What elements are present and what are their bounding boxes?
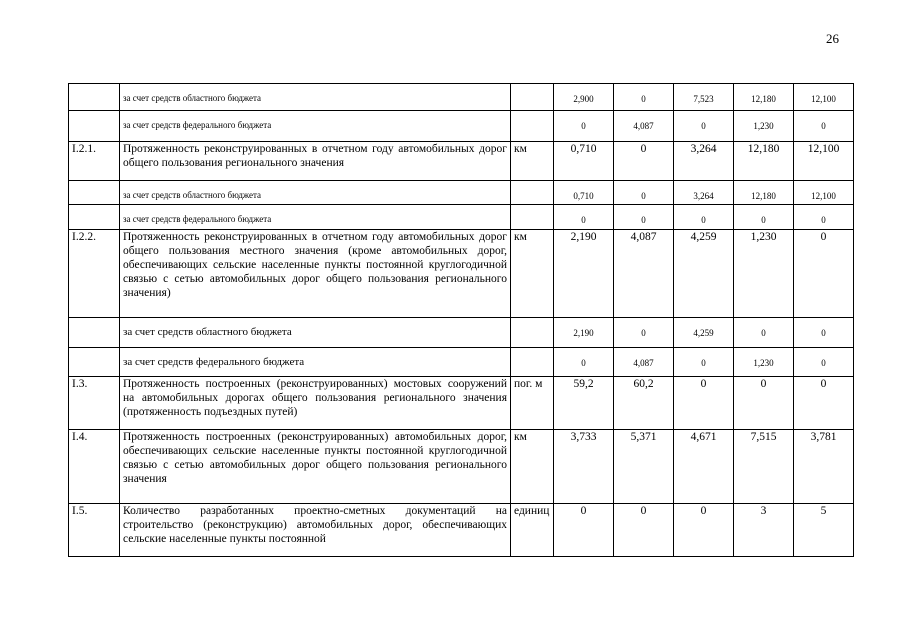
- row-name: за счет средств областного бюджета: [120, 84, 511, 111]
- row-value: 5,371: [614, 430, 674, 504]
- row-value: 0: [614, 205, 674, 230]
- row-value: 0: [674, 348, 734, 377]
- row-value: 4,671: [674, 430, 734, 504]
- row-value: 7,523: [674, 84, 734, 111]
- table-row: [69, 348, 854, 377]
- row-value: 4,087: [614, 111, 674, 142]
- row-code: [69, 111, 120, 142]
- row-code: [69, 348, 120, 377]
- row-unit: [511, 84, 554, 111]
- row-value: 0: [614, 84, 674, 111]
- row-unit: единиц: [511, 504, 554, 557]
- row-value: 2,190: [554, 318, 614, 348]
- row-name: [120, 504, 511, 557]
- table-row: [69, 230, 854, 318]
- row-code: I.4.: [69, 430, 120, 504]
- row-value: 3: [734, 504, 794, 557]
- row-code: [69, 318, 120, 348]
- row-value: 0: [674, 111, 734, 142]
- row-value: 0: [794, 348, 854, 377]
- row-unit: [511, 318, 554, 348]
- row-value: 4,259: [674, 318, 734, 348]
- row-code: I.2.1.: [69, 142, 120, 181]
- row-name: за счет средств областного бюджета: [120, 181, 511, 205]
- table-row: [69, 430, 854, 504]
- row-value: 3,264: [674, 181, 734, 205]
- row-value: 1,230: [734, 230, 794, 318]
- row-value: 0,710: [554, 181, 614, 205]
- row-value: 0,710: [554, 142, 614, 181]
- row-value: 12,180: [734, 181, 794, 205]
- row-value: 3,733: [554, 430, 614, 504]
- row-unit: [511, 111, 554, 142]
- table-row: [69, 84, 854, 111]
- indicators-table: [68, 83, 854, 557]
- row-unit: км: [511, 430, 554, 504]
- row-value: 5: [794, 504, 854, 557]
- row-value: 0: [794, 111, 854, 142]
- row-unit: [511, 348, 554, 377]
- row-value: 12,180: [734, 142, 794, 181]
- row-value: 4,259: [674, 230, 734, 318]
- row-unit: пог. м: [511, 377, 554, 430]
- row-value: 59,2: [554, 377, 614, 430]
- row-value: 0: [794, 230, 854, 318]
- row-name: Протяженность построенных (реконструированных) мостовых сооружений на автомобильных дорогах общего пользования регионального значения (протяженность подъездных путей): [120, 377, 511, 430]
- row-value: 12,100: [794, 142, 854, 181]
- table-row: [69, 318, 854, 348]
- row-code: [69, 181, 120, 205]
- row-unit: [511, 205, 554, 230]
- row-value: 0: [794, 205, 854, 230]
- table-row: [69, 504, 854, 557]
- row-value: 3,264: [674, 142, 734, 181]
- row-unit: [511, 181, 554, 205]
- table-row: [69, 181, 854, 205]
- row-value: 60,2: [614, 377, 674, 430]
- table-row: [69, 111, 854, 142]
- row-value: 0: [794, 377, 854, 430]
- row-value: 0: [554, 111, 614, 142]
- row-value: 0: [794, 318, 854, 348]
- row-name: за счет средств федерального бюджета: [120, 205, 511, 230]
- page-number: 26: [826, 31, 839, 46]
- row-value: 0: [674, 377, 734, 430]
- row-name: Протяженность реконструированных в отчетном году автомобильных дорог общего пользования регионального значения: [120, 142, 511, 181]
- table-row: [69, 142, 854, 181]
- row-value: 0: [674, 205, 734, 230]
- table-row: [69, 377, 854, 430]
- row-code: I.3.: [69, 377, 120, 430]
- row-code: I.2.2.: [69, 230, 120, 318]
- row-name: Протяженность реконструированных в отчетном году автомобильных дорог общего пользования местного значения (кроме автомобильных дорог, обеспечивающих сельские населенные пункты постоянной круглогодичной связью с сетью автомобильных дорог общего пользования регионального значения): [120, 230, 511, 318]
- row-unit: км: [511, 230, 554, 318]
- row-value: 2,190: [554, 230, 614, 318]
- row-value: 1,230: [734, 348, 794, 377]
- row-value: 7,515: [734, 430, 794, 504]
- row-value: 3,781: [794, 430, 854, 504]
- row-value: 0: [614, 504, 674, 557]
- row-value: 0: [614, 318, 674, 348]
- row-code: [69, 84, 120, 111]
- table-row: [69, 205, 854, 230]
- row-value: 0: [554, 504, 614, 557]
- row-name-text: Количество разработанных проектно-сметных документаций на строительство (реконструкцию) автомобильных дорог, обеспечивающих сельские населенные пункты постоянной: [123, 505, 507, 545]
- row-value: 4,087: [614, 348, 674, 377]
- row-value: 1,230: [734, 111, 794, 142]
- row-value: 12,100: [794, 84, 854, 111]
- row-unit: км: [511, 142, 554, 181]
- row-value: 4,087: [614, 230, 674, 318]
- row-name: за счет средств федерального бюджета: [120, 111, 511, 142]
- row-code: [69, 205, 120, 230]
- row-value: 0: [554, 348, 614, 377]
- row-value: 0: [734, 205, 794, 230]
- row-value: 0: [554, 205, 614, 230]
- row-value: 0: [734, 318, 794, 348]
- row-value: 0: [614, 142, 674, 181]
- row-value: 2,900: [554, 84, 614, 111]
- row-value: 0: [674, 504, 734, 557]
- row-name: за счет средств федерального бюджета: [120, 348, 511, 377]
- row-value: 0: [734, 377, 794, 430]
- row-value: 0: [614, 181, 674, 205]
- row-value: 12,180: [734, 84, 794, 111]
- row-name: за счет средств областного бюджета: [120, 318, 511, 348]
- row-code: I.5.: [69, 504, 120, 557]
- row-name: Протяженность построенных (реконструированных) автомобильных дорог, обеспечивающих сельские населенные пункты постоянной круглогодичной связью с сетью автомобильных дорог общего пользования регионального значения: [120, 430, 511, 504]
- row-value: 12,100: [794, 181, 854, 205]
